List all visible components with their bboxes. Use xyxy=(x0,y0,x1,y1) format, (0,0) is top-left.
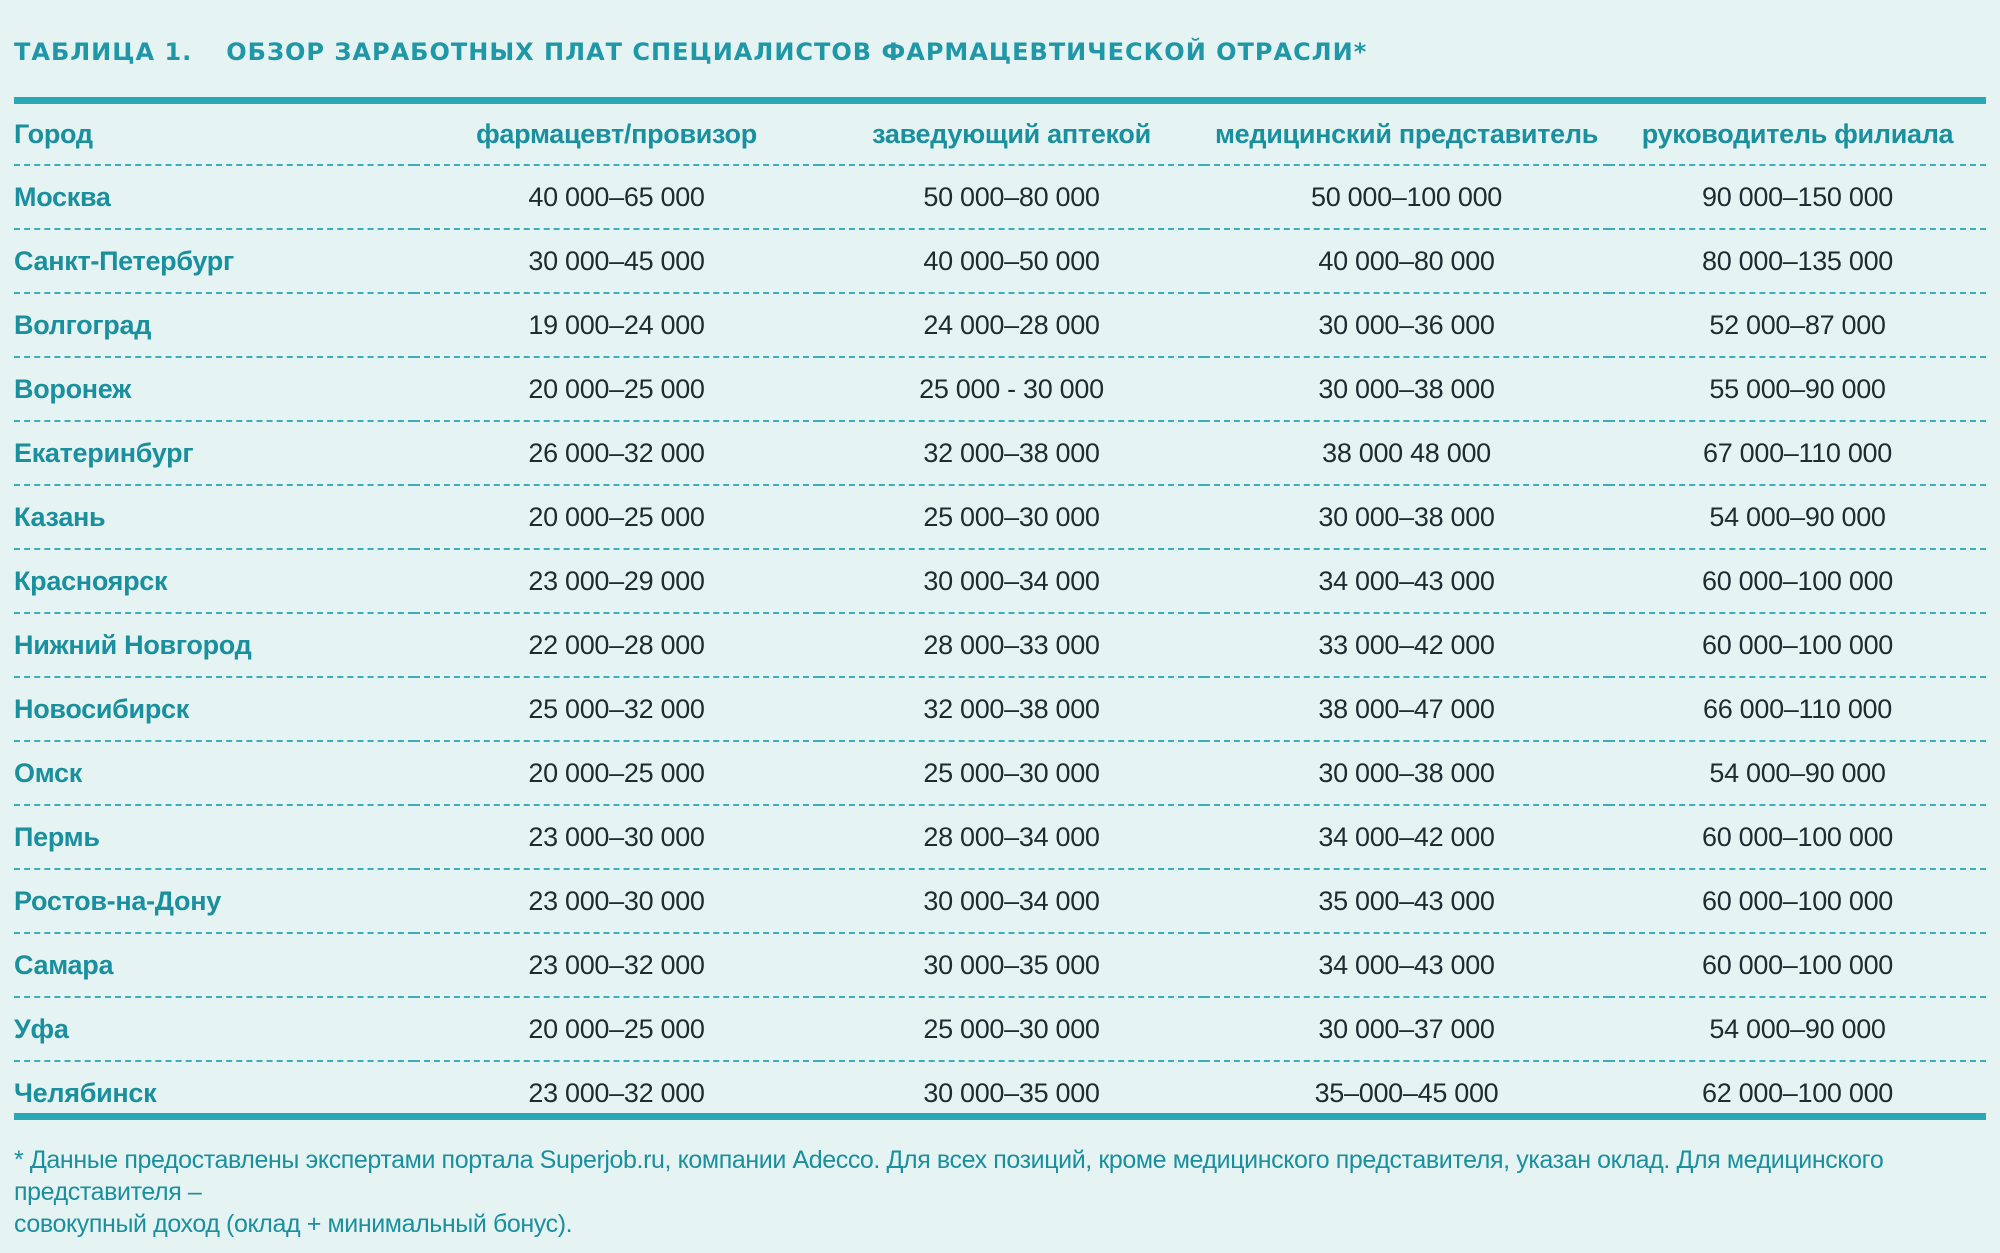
top-rule xyxy=(14,97,1986,104)
header-pharmacy-manager: заведующий аптекой xyxy=(819,104,1204,165)
header-row xyxy=(14,104,1986,165)
cell-pharmacy-manager: 25 000 - 30 000 xyxy=(819,357,1204,421)
cell-city: Красноярск xyxy=(14,549,414,613)
table-row xyxy=(14,805,1986,869)
cell-branch-head: 60 000–100 000 xyxy=(1609,805,1986,869)
table-number: ТАБЛИЦА 1. xyxy=(14,38,193,66)
cell-pharmacist: 22 000–28 000 xyxy=(414,613,819,677)
cell-medical-rep: 35 000–43 000 xyxy=(1204,869,1609,933)
cell-pharmacy-manager: 50 000–80 000 xyxy=(819,165,1204,229)
cell-branch-head: 60 000–100 000 xyxy=(1609,933,1986,997)
cell-city: Самара xyxy=(14,933,414,997)
table-row xyxy=(14,357,1986,421)
cell-branch-head: 55 000–90 000 xyxy=(1609,357,1986,421)
salary-table xyxy=(14,104,1986,1124)
cell-pharmacist: 20 000–25 000 xyxy=(414,357,819,421)
table-row xyxy=(14,165,1986,229)
table-title xyxy=(14,38,1367,66)
cell-pharmacist: 25 000–32 000 xyxy=(414,677,819,741)
cell-pharmacy-manager: 30 000–35 000 xyxy=(819,933,1204,997)
cell-pharmacy-manager: 25 000–30 000 xyxy=(819,741,1204,805)
cell-medical-rep: 34 000–42 000 xyxy=(1204,805,1609,869)
cell-city: Нижний Новгород xyxy=(14,613,414,677)
cell-pharmacist: 23 000–32 000 xyxy=(414,933,819,997)
cell-city: Новосибирск xyxy=(14,677,414,741)
cell-branch-head: 60 000–100 000 xyxy=(1609,869,1986,933)
cell-branch-head: 66 000–110 000 xyxy=(1609,677,1986,741)
bottom-rule xyxy=(14,1113,1986,1120)
cell-pharmacist: 23 000–32 000 xyxy=(528,1077,705,1108)
cell-medical-rep: 50 000–100 000 xyxy=(1204,165,1609,229)
header-pharmacist: фармацевт/провизор xyxy=(414,104,819,165)
table-row xyxy=(14,549,1986,613)
cell-branch-head: 60 000–100 000 xyxy=(1609,613,1986,677)
cell-branch-head: 54 000–90 000 xyxy=(1609,997,1986,1061)
cell-pharmacist: 20 000–25 000 xyxy=(414,741,819,805)
cell-city: Казань xyxy=(14,485,414,549)
cell-pharmacy-manager: 30 000–34 000 xyxy=(819,869,1204,933)
cell-medical-rep: 38 000–47 000 xyxy=(1204,677,1609,741)
table-row xyxy=(14,869,1986,933)
cell-medical-rep: 38 000 48 000 xyxy=(1204,421,1609,485)
cell-medical-rep: 30 000–38 000 xyxy=(1204,357,1609,421)
cell-pharmacist: 23 000–30 000 xyxy=(414,869,819,933)
table-row xyxy=(14,613,1986,677)
header-medical-rep: медицинский представитель xyxy=(1204,104,1609,165)
cell-medical-rep: 34 000–43 000 xyxy=(1204,933,1609,997)
cell-pharmacy-manager: 32 000–38 000 xyxy=(819,677,1204,741)
header-city: Город xyxy=(14,104,414,165)
cell-pharmacy-manager: 28 000–34 000 xyxy=(819,805,1204,869)
cell-branch-head: 67 000–110 000 xyxy=(1609,421,1986,485)
cell-pharmacist: 40 000–65 000 xyxy=(414,165,819,229)
cell-city: Екатеринбург xyxy=(14,421,414,485)
cell-branch-head: 54 000–90 000 xyxy=(1609,741,1986,805)
cell-medical-rep: 30 000–38 000 xyxy=(1204,485,1609,549)
cell-pharmacist: 20 000–25 000 xyxy=(414,485,819,549)
table-row xyxy=(14,997,1986,1061)
table-row xyxy=(14,677,1986,741)
cell-pharmacy-manager: 25 000–30 000 xyxy=(819,485,1204,549)
cell-pharmacist: 19 000–24 000 xyxy=(414,293,819,357)
cell-city: Москва xyxy=(14,165,414,229)
cell-pharmacist: 23 000–30 000 xyxy=(414,805,819,869)
cell-city: Пермь xyxy=(14,805,414,869)
cell-city: Волгоград xyxy=(14,293,414,357)
cell-medical-rep: 35–000–45 000 xyxy=(1314,1077,1499,1108)
cell-pharmacy-manager: 24 000–28 000 xyxy=(819,293,1204,357)
table-row xyxy=(14,421,1986,485)
cell-medical-rep: 40 000–80 000 xyxy=(1204,229,1609,293)
cell-medical-rep: 34 000–43 000 xyxy=(1204,549,1609,613)
cell-branch-head: 90 000–150 000 xyxy=(1609,165,1986,229)
cell-pharmacist: 26 000–32 000 xyxy=(414,421,819,485)
cell-pharmacy-manager: 30 000–35 000 xyxy=(923,1077,1100,1108)
cell-pharmacist: 20 000–25 000 xyxy=(414,997,819,1061)
header-branch-head: руководитель филиала xyxy=(1609,104,1986,165)
cell-pharmacy-manager: 32 000–38 000 xyxy=(819,421,1204,485)
table-row xyxy=(14,293,1986,357)
cell-pharmacy-manager: 28 000–33 000 xyxy=(819,613,1204,677)
table-title-text: ОБЗОР ЗАРАБОТНЫХ ПЛАТ СПЕЦИАЛИСТОВ ФАРМАЦЕВТИЧЕСКОЙ ОТРАСЛИ* xyxy=(226,38,1368,66)
cell-city: Уфа xyxy=(14,997,414,1061)
cell-pharmacy-manager: 30 000–34 000 xyxy=(819,549,1204,613)
cell-branch-head: 60 000–100 000 xyxy=(1609,549,1986,613)
cell-medical-rep: 30 000–37 000 xyxy=(1204,997,1609,1061)
cell-branch-head: 54 000–90 000 xyxy=(1609,485,1986,549)
footnote-line-2: совокупный доход (оклад + минимальный бонус). xyxy=(14,1210,573,1238)
cell-city: Воронеж xyxy=(14,357,414,421)
footnote xyxy=(14,1144,1986,1240)
cell-medical-rep: 33 000–42 000 xyxy=(1204,613,1609,677)
cell-medical-rep: 30 000–38 000 xyxy=(1204,741,1609,805)
cell-branch-head: 52 000–87 000 xyxy=(1609,293,1986,357)
cell-branch-head: 62 000–100 000 xyxy=(1702,1077,1893,1108)
cell-medical-rep: 30 000–36 000 xyxy=(1204,293,1609,357)
table-row xyxy=(14,933,1986,997)
cell-city: Омск xyxy=(14,741,414,805)
cell-pharmacist: 30 000–45 000 xyxy=(414,229,819,293)
cell-pharmacy-manager: 40 000–50 000 xyxy=(819,229,1204,293)
cell-city: Челябинск xyxy=(14,1077,157,1108)
table-row xyxy=(14,229,1986,293)
cell-branch-head: 80 000–135 000 xyxy=(1609,229,1986,293)
cell-city: Ростов-на-Дону xyxy=(14,869,414,933)
cell-city: Санкт-Петербург xyxy=(14,229,414,293)
table-row xyxy=(14,741,1986,805)
table-body xyxy=(14,165,1986,1124)
cell-pharmacist: 23 000–29 000 xyxy=(414,549,819,613)
cell-pharmacy-manager: 25 000–30 000 xyxy=(819,997,1204,1061)
footnote-line-1: * Данные предоставлены экспертами портала Superjob.ru, компании Adecco. Для всех позиций, кроме медицинского представителя, указан оклад. Для медицинского представителя – xyxy=(14,1146,1884,1206)
table-row xyxy=(14,485,1986,549)
